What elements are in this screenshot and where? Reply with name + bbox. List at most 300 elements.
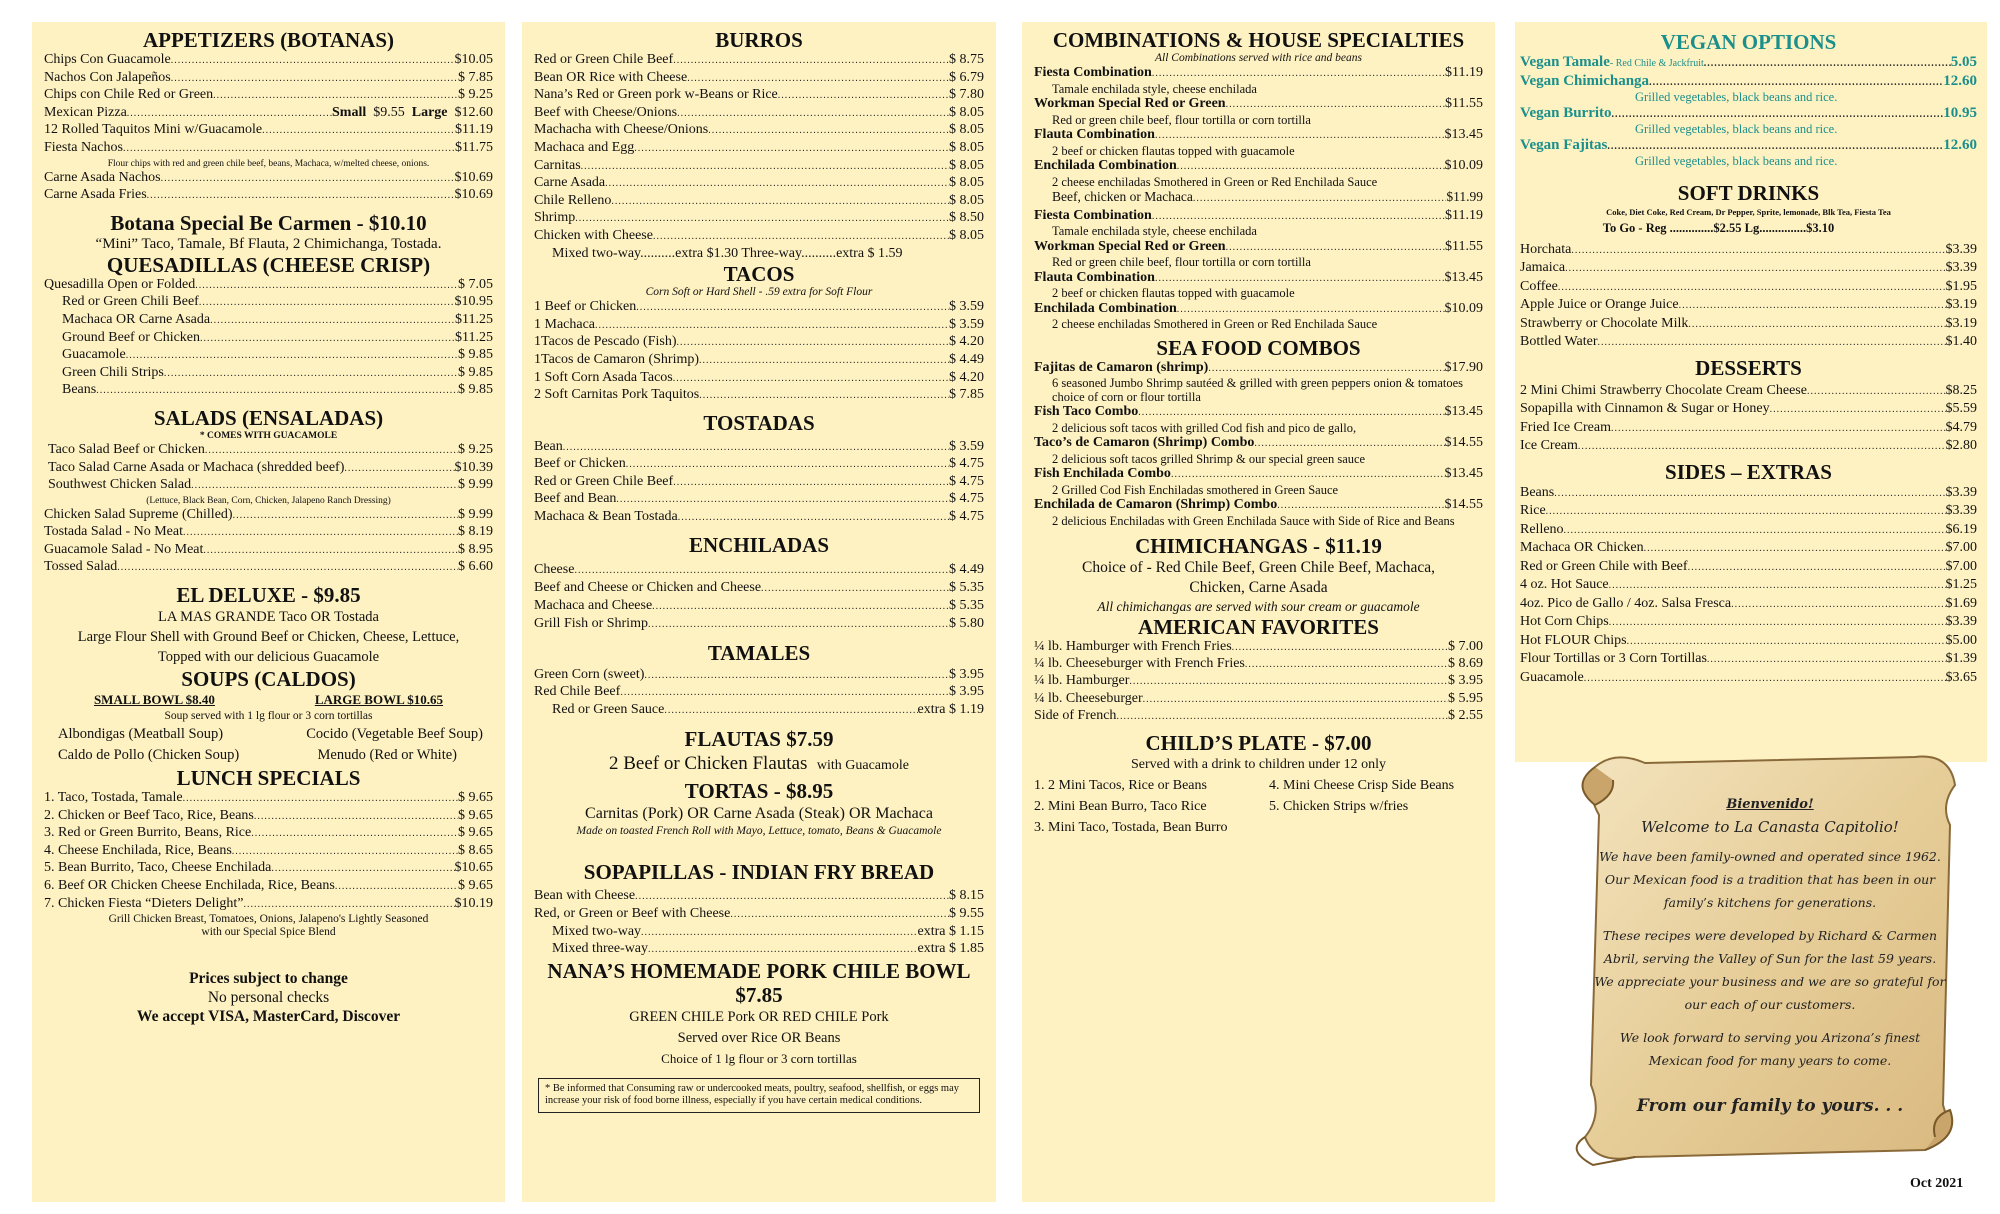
item-price: $ 4.75	[949, 509, 984, 525]
menu-item	[44, 524, 493, 542]
item-name: Workman Special Red or Green	[1034, 238, 1226, 254]
small-bowl-price: SMALL BOWL $8.40	[93, 692, 215, 708]
child-item: 3. Mini Taco, Tostada, Bean Burro	[1034, 820, 1228, 836]
item-name: Beef with Cheese/Onions	[534, 104, 678, 120]
menu-item	[44, 312, 493, 330]
menu-item	[1520, 613, 1977, 632]
menu-column-2	[522, 22, 996, 1202]
item-name: Vegan Burrito	[1520, 104, 1612, 121]
menu-item	[534, 456, 984, 474]
item-desc: 2 delicious soft tacos grilled Shrimp & our special green sauce	[1052, 451, 1366, 466]
item-price: $ 2.55	[1448, 707, 1483, 723]
burro-mixed: Mixed two-way..........extra $1.30 Three-way..........extra $ 1.59	[552, 245, 903, 261]
menu-item	[1520, 73, 1977, 92]
menu-column-1	[32, 22, 505, 1202]
item-price: extra $ 1.85	[917, 941, 984, 957]
menu-item	[534, 210, 984, 228]
menu-item	[534, 175, 984, 193]
item-desc: Tamale enchilada style, cheese enchilada	[1052, 81, 1257, 96]
menu-item	[44, 170, 493, 188]
item-price: $3.39	[1945, 260, 1977, 276]
menu-item	[534, 317, 984, 335]
item-name: Flauta Combination	[1034, 127, 1155, 142]
menu-column-3	[1022, 22, 1495, 1202]
item-note: Flour chips with red and green chile beef, beans, Machaca, w/melted cheese, onions.	[107, 158, 430, 169]
item-name: Red or Green Chile Beef	[534, 473, 674, 489]
item-name: Red or Green Chile Beef	[534, 52, 674, 67]
flautas-with: with Guacamole	[816, 758, 910, 774]
item-name: Nachos Con Jalapeños	[44, 69, 171, 85]
item-name: Hot Corn Chips	[1520, 614, 1609, 630]
menu-item	[534, 667, 984, 685]
welcome-line: Mexican food for many years to come.	[1648, 1053, 1892, 1068]
menu-item	[1034, 639, 1483, 656]
item-name: Quesadilla Open or Folded	[44, 276, 196, 292]
item-price: $3.39	[1945, 241, 1977, 257]
item-name: Taco Salad Carne Asada or Machaca (shredded beef)	[48, 459, 345, 475]
item-price: 12.60	[1943, 72, 1977, 89]
item-price: $11.19	[455, 122, 493, 138]
menu-item	[534, 439, 984, 457]
nana-line: Choice of 1 lg flour or 3 corn tortillas	[661, 1050, 857, 1066]
item-price: $ 8.15	[949, 888, 984, 904]
menu-item	[1034, 497, 1483, 515]
menu-item	[534, 334, 984, 352]
item-price: $ 8.65	[458, 842, 493, 858]
item-name: Fiesta Nachos	[44, 139, 123, 155]
item-name: Hot FLOUR Chips	[1520, 632, 1627, 648]
sopapillas-list	[534, 888, 984, 958]
child-item: 1. 2 Mini Tacos, Rice or Beans	[1034, 778, 1207, 794]
item-price: $ 8.05	[949, 122, 984, 138]
welcome-line: Welcome to La Canasta Capitolio!	[1641, 818, 1899, 836]
lunch-heading: LUNCH SPECIALS	[176, 766, 361, 791]
menu-item	[1034, 691, 1483, 708]
soup-sizes	[44, 691, 493, 708]
item-name: ¼ lb. Hamburger with French Fries	[1034, 639, 1232, 654]
menu-item	[44, 542, 493, 560]
menu-item	[44, 825, 493, 843]
item-name: Machaca and Egg	[534, 139, 635, 155]
item-name: Sopapilla with Cinnamon & Sugar or Honey	[1520, 401, 1770, 417]
item-name: 4 oz. Hot Sauce	[1520, 577, 1609, 593]
menu-item	[44, 808, 493, 826]
item-price: $ 8.05	[949, 227, 984, 243]
flautas-line	[534, 751, 984, 779]
item-name: Mixed three-way	[552, 941, 649, 957]
lunch-note: Grill Chicken Breast, Tomatoes, Onions, Jalapeno's Lightly Seasoned	[108, 913, 429, 926]
menu-item	[1034, 466, 1483, 484]
item-price: $ 8.05	[949, 104, 984, 120]
combos-note: All Combinations served with rice and beans	[1155, 52, 1362, 64]
american-list	[1034, 639, 1483, 725]
menu-item	[1034, 270, 1483, 288]
item-price: $7.00	[1945, 540, 1977, 556]
item-name: Horchata	[1520, 241, 1572, 257]
item-desc: 2 beef or chicken flautas topped with guacamole	[1052, 143, 1295, 158]
item-price: $10.95	[454, 294, 493, 310]
soup-item: Caldo de Pollo (Chicken Soup)	[58, 747, 240, 764]
item-price: $ 9.65	[458, 878, 493, 894]
child-row	[1034, 775, 1483, 796]
menu-item	[534, 597, 984, 615]
item-price: $3.19	[1945, 315, 1977, 331]
menu-item	[48, 442, 493, 460]
menu-item	[1034, 673, 1483, 690]
menu-item	[1520, 400, 1977, 419]
drinks-list	[1520, 241, 1977, 352]
item-price: $ 7.85	[949, 387, 984, 403]
food-warning: * Be informed that Consuming raw or undercooked meats, poultry, seafood, shellfish, or eggs may increase your risk of food borne illness, especially if you have certain medical conditions.	[538, 1078, 980, 1113]
desserts-heading: DESSERTS	[1695, 355, 1802, 380]
item-price: $5.00	[1945, 632, 1977, 648]
item-price: $ 9.85	[458, 364, 493, 380]
item-name: Taco Salad Beef or Chicken	[48, 441, 205, 457]
item-name: Red or Green Chile with Beef	[1520, 558, 1688, 574]
menu-item	[1520, 576, 1977, 595]
item-name: Green Chili Strips	[62, 364, 164, 380]
item-price: $ 4.75	[949, 473, 984, 489]
item-price: $5.59	[1945, 401, 1977, 417]
item-desc: 6 seasoned Jumbo Shrimp sautéed & grilled with green peppers onion & tomatoes choice of corn or flour tortilla	[1052, 376, 1464, 404]
item-price: $ 3.95	[949, 666, 984, 682]
menu-item	[1520, 595, 1977, 614]
item-price: $ 7.05	[458, 276, 493, 292]
item-price: $ 8.95	[458, 541, 493, 557]
item-price: $ 9.85	[458, 347, 493, 363]
deluxe-line: LA MAS GRANDE Taco OR Tostada	[158, 609, 379, 626]
item-price: $7.00	[1945, 558, 1977, 574]
menu-item	[534, 579, 984, 597]
item-sub: - Red Chile & Jackfruit	[1609, 58, 1704, 69]
item-name: Carne Asada	[534, 175, 606, 191]
combos-heading: COMBINATIONS & HOUSE SPECIALTIES	[1052, 28, 1465, 52]
soup-item: Albondigas (Meatball Soup)	[58, 726, 224, 743]
item-price: $ 4.75	[949, 456, 984, 472]
item-price: $3.39	[1945, 503, 1977, 519]
menu-item	[534, 299, 984, 317]
item-name: ¼ lb. Cheeseburger with French Fries	[1034, 656, 1245, 672]
menu-item	[44, 277, 493, 295]
menu-item	[48, 477, 493, 495]
menu-item	[44, 790, 493, 808]
salads-list	[44, 442, 493, 495]
item-name: Fried Ice Cream	[1520, 419, 1611, 435]
child-item: 4. Mini Cheese Crisp Side Beans	[1269, 778, 1455, 794]
welcome-text	[1585, 795, 1955, 1118]
menu-item	[1034, 656, 1483, 673]
item-price: $ 9.55	[949, 906, 984, 922]
item-name: Mexican Pizza	[44, 104, 127, 120]
menu-item	[44, 896, 493, 914]
menu-item	[1034, 158, 1483, 176]
item-desc: Red or green chile beef, flour tortilla or corn tortilla	[1052, 255, 1311, 270]
drinks-list-note: Coke, Diet Coke, Red Cream, Dr Pepper, Sprite, lemonade, Blk Tea, Fiesta Tea	[1606, 206, 1891, 217]
item-price: $1.69	[1945, 595, 1977, 611]
item-name: 2 Mini Chimi Strawberry Chocolate Cream Cheese	[1520, 382, 1807, 398]
item-price: extra $ 1.15	[917, 923, 984, 939]
item-desc: Grilled vegetables, black beans and rice.	[1635, 90, 1838, 105]
item-name: Ice Cream	[1520, 438, 1578, 454]
item-name: Beef and Cheese or Chicken and Cheese	[534, 579, 762, 595]
footer	[44, 969, 493, 1026]
item-name: Fiesta Combination	[1034, 65, 1152, 80]
item-price: $ 5.80	[949, 615, 984, 631]
item-name: Taco’s de Camaron (Shrimp) Combo	[1034, 435, 1255, 450]
item-name: ¼ lb. Cheeseburger	[1034, 690, 1143, 706]
welcome-line: We appreciate your business and we are so grateful for	[1594, 974, 1946, 989]
item-name: ¼ lb. Hamburger	[1034, 673, 1130, 689]
size-label: Large	[411, 104, 448, 120]
menu-item	[534, 702, 984, 720]
item-price: $10.69	[454, 169, 493, 185]
menu-item	[44, 294, 493, 312]
drinks-heading: SOFT DRINKS	[1677, 180, 1820, 205]
menu-item	[1034, 239, 1483, 257]
item-price: $13.45	[1444, 127, 1483, 142]
item-name: 1 Soft Corn Asada Tacos	[534, 369, 673, 385]
item-price: $11.19	[1445, 65, 1483, 80]
soup-row	[44, 724, 493, 745]
item-price: $13.45	[1444, 269, 1483, 285]
item-price: $ 6.60	[458, 559, 493, 575]
item-name: Jamaica	[1520, 260, 1566, 276]
combos-list	[1034, 65, 1483, 189]
american-heading: AMERICAN FAVORITES	[1138, 615, 1379, 639]
item-name: Red or Green Sauce	[552, 701, 665, 717]
item-name: Enchilada de Camaron (Shrimp) Combo	[1034, 497, 1278, 512]
tacos-list	[534, 299, 984, 405]
item-price: $6.19	[1945, 521, 1977, 537]
item-price: $10.09	[1444, 158, 1483, 173]
item-name: Grill Fish or Shrimp	[534, 615, 648, 631]
item-price: $10.69	[454, 187, 493, 203]
quesadillas-list	[44, 277, 493, 400]
menu-item	[1520, 54, 1977, 73]
sides-list	[1520, 484, 1977, 688]
menu-item	[534, 561, 984, 579]
tacos-note: Corn Soft or Hard Shell - .59 extra for Soft Flour	[645, 286, 873, 299]
nana-heading: NANA’S HOMEMADE PORK CHILE BOWL	[547, 958, 971, 983]
item-price: $ 7.85	[458, 69, 493, 85]
menu-item	[534, 474, 984, 492]
footer-line: We accept VISA, MasterCard, Discover	[136, 1008, 401, 1026]
item-price: $2.80	[1945, 438, 1977, 454]
appetizers-list	[44, 122, 493, 157]
item-name: Cheese	[534, 561, 575, 577]
vegan-list	[1520, 54, 1977, 169]
menu-item	[1520, 437, 1977, 456]
menu-item	[534, 387, 984, 405]
salad-note: (Lettuce, Black Bean, Corn, Chicken, Jalapeno Ranch Dressing)	[146, 495, 391, 506]
menu-item	[1520, 484, 1977, 503]
item-desc: 2 delicious soft tacos with grilled Cod fish and pico de gallo,	[1052, 420, 1357, 435]
item-price: 10.95	[1943, 104, 1977, 121]
item-price: $ 8.19	[458, 524, 493, 540]
menu-item	[1520, 382, 1977, 401]
item-name: Carne Asada Nachos	[44, 169, 161, 185]
item-name: 1. Taco, Tostada, Tamale	[44, 790, 183, 806]
child-row	[1034, 796, 1483, 817]
item-name: Flauta Combination	[1034, 269, 1155, 285]
item-name: Machaca OR Chicken	[1520, 540, 1644, 556]
item-desc: 2 delicious Enchiladas with Green Enchilada Sauce with Side of Rice and Beans	[1052, 513, 1455, 528]
quesadillas-heading: QUESADILLAS (CHEESE CRISP)	[106, 252, 431, 277]
item-price: $1.39	[1945, 651, 1977, 667]
menu-item	[44, 330, 493, 348]
item-name: Carne Asada Fries	[44, 187, 147, 203]
large-bowl-price: LARGE BOWL $10.65	[314, 692, 444, 708]
item-name: Strawberry or Chocolate Milk	[1520, 315, 1689, 331]
item-price: $ 8.05	[949, 192, 984, 208]
item-price: $1.25	[1945, 577, 1977, 593]
item-name: Chicken Salad Supreme (Chilled)	[44, 506, 233, 522]
menu-item	[44, 87, 493, 105]
soups-heading: SOUPS (CALDOS)	[181, 667, 356, 692]
tostadas-list	[534, 439, 984, 527]
item-name: Enchilada Combination	[1034, 300, 1177, 316]
item-name: Beef and Bean	[534, 491, 617, 507]
item-name: Apple Juice or Orange Juice	[1520, 297, 1679, 313]
menu-item	[1520, 558, 1977, 577]
item-name: Ground Beef or Chicken	[62, 329, 201, 345]
item-price: $13.45	[1444, 466, 1483, 481]
item-price: $17.90	[1444, 359, 1483, 375]
menu-item	[1520, 241, 1977, 260]
vegan-heading: VEGAN OPTIONS	[1660, 30, 1837, 54]
menu-item	[1034, 65, 1483, 83]
sopapillas-heading: SOPAPILLAS - INDIAN FRY BREAD	[583, 860, 935, 885]
item-price: $ 7.80	[949, 87, 984, 103]
menu-item	[1520, 105, 1977, 124]
item-name: Beans	[62, 382, 97, 398]
item-price: $11.55	[1445, 96, 1483, 111]
menu-item	[1520, 539, 1977, 558]
menu-item	[534, 509, 984, 527]
appetizers-list	[44, 170, 493, 205]
item-price: $ 8.05	[949, 139, 984, 155]
menu-item	[534, 228, 984, 246]
menu-item	[44, 507, 493, 525]
item-price: $4.79	[1945, 419, 1977, 435]
tortas-price: - $8.95	[768, 779, 834, 804]
menu-item	[534, 70, 984, 88]
menu-item	[44, 382, 493, 400]
item-name: Nana’s Red or Green pork w-Beans or Rice	[534, 87, 778, 103]
flautas-heading: FLAUTAS $7.59	[684, 727, 834, 752]
item-name: Vegan Tamale	[1520, 54, 1610, 70]
menu-item	[1520, 137, 1977, 156]
menu-item	[534, 491, 984, 509]
item-name: Guacamole Salad - No Meat	[44, 541, 204, 557]
menu-item	[1520, 650, 1977, 669]
item-price: $ 4.75	[949, 491, 984, 507]
soup-item: Menudo (Red or White)	[317, 747, 457, 764]
chimis-note: All chimichangas are served with sour cream or guacamole	[1097, 599, 1420, 614]
item-price: $11.75	[455, 139, 493, 155]
tortas-title: TORTAS	[684, 779, 769, 804]
nana-line: Served over Rice OR Beans	[677, 1029, 841, 1046]
item-name: Beef or Chicken	[534, 456, 626, 472]
item-desc: Red or green chile beef, flour tortilla or corn tortilla	[1052, 112, 1311, 127]
item-name: Fajitas de Camaron (shrimp)	[1034, 359, 1209, 375]
item-name: Fish Taco Combo	[1034, 404, 1139, 419]
item-price: $ 8.75	[949, 52, 984, 67]
item-name: Red Chile Beef	[534, 684, 621, 700]
item-price: $9.55	[373, 104, 405, 120]
item-name: Green Corn (sweet)	[534, 666, 645, 682]
menu-item	[1034, 404, 1483, 422]
item-price: $ 5.35	[949, 597, 984, 613]
seafood-heading: SEA FOOD COMBOS	[1156, 335, 1361, 360]
item-price: $ 3.59	[949, 299, 984, 315]
menu-item	[1034, 708, 1483, 725]
item-name: Tostada Salad - No Meat	[44, 524, 183, 540]
flautas-desc: 2 Beef or Chicken Flautas	[608, 753, 808, 775]
item-price: $ 9.65	[458, 807, 493, 823]
tamales-heading: TAMALES	[707, 640, 811, 665]
item-name: 3. Red or Green Burrito, Beans, Rice	[44, 825, 252, 841]
drinks-togo: To Go - Reg ..............$2.55 Lg...............$3.10	[1602, 220, 1835, 235]
menu-item	[1520, 669, 1977, 688]
item-desc: 2 cheese enchiladas Smothered in Green or Red Enchilada Sauce	[1052, 317, 1378, 332]
appetizers-list	[44, 52, 493, 105]
item-name: Enchilada Combination	[1034, 158, 1177, 173]
item-name: Carnitas	[534, 157, 581, 173]
item-name: Flour Tortillas or 3 Corn Tortillas	[1520, 651, 1707, 667]
menu-item	[1520, 315, 1977, 334]
lunch-note: with our Special Spice Blend	[201, 926, 336, 939]
burros-list	[534, 52, 984, 246]
menu-item	[534, 684, 984, 702]
item-name: Tossed Salad	[44, 559, 118, 575]
item-price: $ 7.00	[1448, 639, 1483, 654]
item-price: $ 3.59	[949, 316, 984, 332]
item-price: $ 4.49	[949, 561, 984, 577]
item-name: 1Tacos de Camaron (Shrimp)	[534, 351, 700, 367]
item-name: Chicken with Cheese	[534, 227, 653, 243]
welcome-line: our each of our customers.	[1684, 997, 1856, 1012]
item-price: $12.60	[454, 104, 493, 120]
item-price: $11.25	[455, 329, 493, 345]
botana-heading: Botana Special Be Carmen - $10.10	[110, 210, 427, 235]
menu-item	[534, 193, 984, 211]
menu-item	[44, 70, 493, 88]
item-name: Bottled Water	[1520, 334, 1598, 350]
item-name: Machacha with Cheese/Onions	[534, 122, 709, 138]
menu-item	[534, 924, 984, 942]
item-name: Workman Special Red or Green	[1034, 96, 1226, 111]
burros-heading: BURROS	[715, 28, 803, 52]
item-name: Guacamole	[1520, 669, 1584, 685]
item-name: 4. Cheese Enchilada, Rice, Beans	[44, 842, 232, 858]
menu-item	[1034, 96, 1483, 114]
item-name: Fish Enchilada Combo	[1034, 466, 1171, 481]
welcome-line: family’s kitchens for generations.	[1663, 895, 1877, 910]
nana-line: GREEN CHILE Pork OR RED CHILE Pork	[629, 1008, 889, 1025]
menu-item	[44, 559, 493, 577]
item-price: $11.19	[1445, 207, 1483, 223]
item-name: Bean	[534, 438, 563, 454]
item-name: Shrimp	[534, 210, 576, 226]
item-name: 4oz. Pico de Gallo / 4oz. Salsa Fresca	[1520, 595, 1732, 611]
menu-item	[534, 140, 984, 158]
item-name: Machaca OR Carne Asada	[62, 311, 211, 327]
menu-item	[534, 352, 984, 370]
item-name: Red, or Green or Beef with Cheese	[534, 906, 731, 922]
item-price: $ 3.95	[1448, 673, 1483, 689]
item-price: $10.39	[454, 459, 493, 475]
